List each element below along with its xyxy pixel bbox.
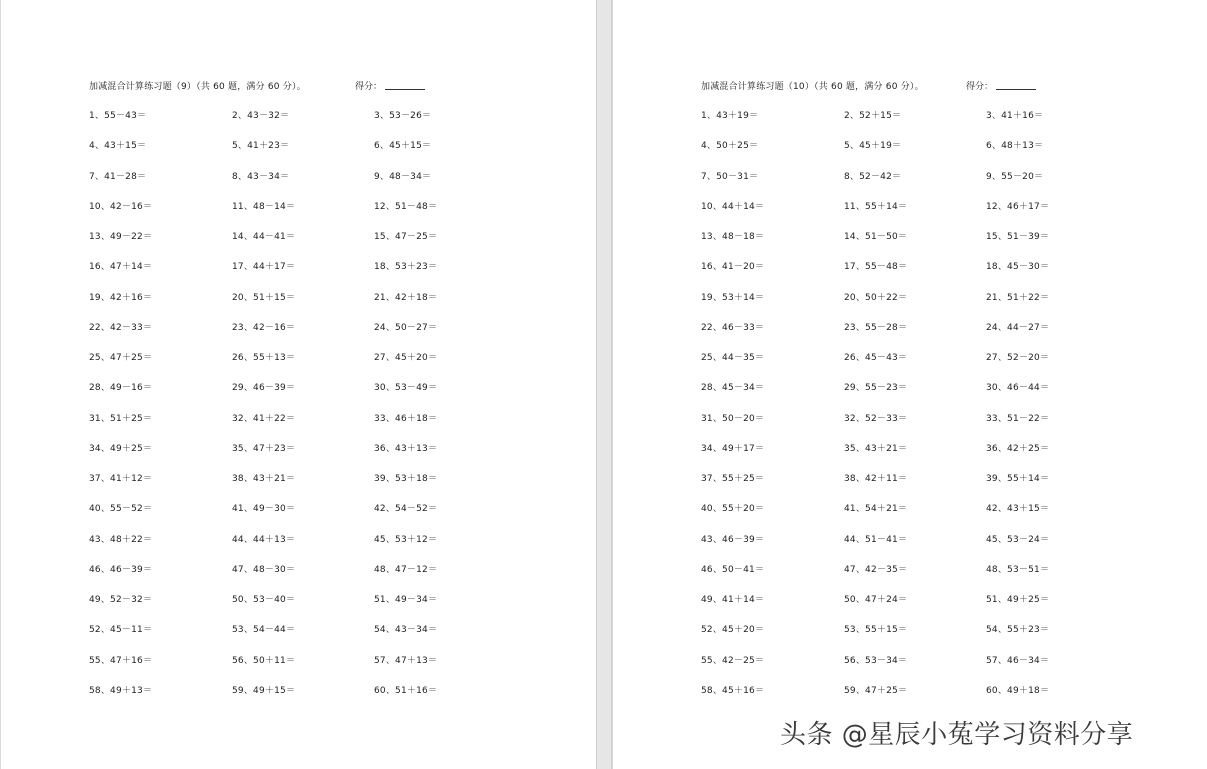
problem-item: 33、46＋18＝ <box>374 413 438 424</box>
problem-item: 19、53＋14＝ <box>701 292 765 303</box>
problem-item: 22、46－33＝ <box>701 322 765 333</box>
problem-item: 43、48＋22＝ <box>89 534 153 545</box>
problem-item: 29、46－39＝ <box>232 383 296 394</box>
problem-item: 45、53－24＝ <box>986 534 1050 545</box>
problem-item: 42、43＋15＝ <box>986 504 1050 515</box>
problem-item: 56、50＋11＝ <box>232 655 296 666</box>
problem-item: 19、42＋16＝ <box>89 292 153 303</box>
problem-item: 6、48＋13＝ <box>986 141 1044 152</box>
problem-item: 52、45＋20＝ <box>701 625 765 636</box>
problem-item: 48、53－51＝ <box>986 564 1050 575</box>
problem-item: 37、55＋25＝ <box>701 474 765 484</box>
problem-item: 2、43－32＝ <box>232 111 290 121</box>
score-field <box>355 79 425 92</box>
problem-item: 27、45＋20＝ <box>374 353 438 363</box>
worksheet-title: 加减混合计算练习题（10）（共 60 题，满分 60 分）。 <box>701 82 924 92</box>
problem-item: 24、50－27＝ <box>374 322 438 333</box>
problem-item: 39、53＋18＝ <box>374 474 438 484</box>
problem-item: 40、55－52＝ <box>89 504 153 515</box>
problem-item: 3、41＋16＝ <box>986 111 1044 121</box>
problem-item: 35、47＋23＝ <box>232 443 296 454</box>
problem-item: 49、41＋14＝ <box>701 595 765 605</box>
problem-item: 28、49－16＝ <box>89 383 153 394</box>
problem-item: 10、44＋14＝ <box>701 201 765 212</box>
problem-item: 41、49－30＝ <box>232 504 296 515</box>
problem-item: 18、45－30＝ <box>986 262 1050 273</box>
problem-item: 57、47＋13＝ <box>374 655 438 666</box>
problem-item: 52、45－11＝ <box>89 625 153 636</box>
problem-item: 17、44＋17＝ <box>232 262 296 273</box>
problem-item: 51、49＋25＝ <box>986 595 1050 605</box>
problem-item: 7、50－31＝ <box>701 171 759 182</box>
problem-item: 37、41＋12＝ <box>89 474 153 484</box>
problem-item: 60、49＋18＝ <box>986 685 1050 696</box>
problem-item: 34、49＋17＝ <box>701 443 765 454</box>
problem-item: 28、45－34＝ <box>701 383 765 394</box>
problem-item: 20、50＋22＝ <box>844 292 908 303</box>
problem-item: 10、42－16＝ <box>89 201 153 212</box>
problem-item: 25、47＋25＝ <box>89 353 153 363</box>
problem-item: 40、55＋20＝ <box>701 504 765 515</box>
problem-item: 2、52＋15＝ <box>844 111 902 121</box>
problem-item: 43、46－39＝ <box>701 534 765 545</box>
problem-item: 32、41＋22＝ <box>232 413 296 424</box>
problem-item: 12、46＋17＝ <box>986 201 1050 212</box>
problem-item: 53、55＋15＝ <box>844 625 908 636</box>
problem-item: 46、50－41＝ <box>701 564 765 575</box>
problem-item: 44、44＋13＝ <box>232 534 296 545</box>
problem-item: 25、44－35＝ <box>701 353 765 363</box>
problem-item: 50、47＋24＝ <box>844 595 908 605</box>
problem-item: 60、51＋16＝ <box>374 685 438 696</box>
problem-item: 35、43＋21＝ <box>844 443 908 454</box>
problem-item: 50、53－40＝ <box>232 595 296 605</box>
problem-item: 54、55＋23＝ <box>986 625 1050 636</box>
problem-list <box>701 108 1121 708</box>
score-label: 得分： <box>355 82 383 92</box>
problem-item: 42、54－52＝ <box>374 504 438 515</box>
problem-item: 32、52－33＝ <box>844 413 908 424</box>
problem-item: 8、43－34＝ <box>232 171 290 182</box>
problem-item: 27、52－20＝ <box>986 353 1050 363</box>
problem-item: 59、47＋25＝ <box>844 685 908 696</box>
problem-item: 21、51＋22＝ <box>986 292 1050 303</box>
worksheet-page-10 <box>612 0 1207 769</box>
problem-item: 16、47＋14＝ <box>89 262 153 273</box>
problem-item: 1、55－43＝ <box>89 111 147 121</box>
problem-item: 34、49＋25＝ <box>89 443 153 454</box>
problem-item: 36、42＋25＝ <box>986 443 1050 454</box>
problem-item: 29、55－23＝ <box>844 383 908 394</box>
problem-item: 58、49＋13＝ <box>89 685 153 696</box>
problem-item: 11、55＋14＝ <box>844 201 908 212</box>
problem-item: 13、48－18＝ <box>701 232 765 242</box>
problem-item: 51、49－34＝ <box>374 595 438 605</box>
score-blank <box>996 80 1036 90</box>
problem-item: 36、43＋13＝ <box>374 443 438 454</box>
problem-item: 38、42＋11＝ <box>844 474 908 484</box>
problem-list <box>89 108 509 708</box>
problem-item: 55、42－25＝ <box>701 655 765 666</box>
problem-item: 30、46－44＝ <box>986 383 1050 394</box>
problem-item: 16、41－20＝ <box>701 262 765 273</box>
problem-item: 26、55＋13＝ <box>232 353 296 363</box>
problem-item: 30、53－49＝ <box>374 383 438 394</box>
worksheet-title: 加减混合计算练习题（9）（共 60 题，满分 60 分）。 <box>89 82 306 92</box>
problem-item: 18、53＋23＝ <box>374 262 438 273</box>
problem-item: 14、44－41＝ <box>232 232 296 242</box>
score-label: 得分： <box>966 82 994 92</box>
problem-item: 9、48－34＝ <box>374 171 432 182</box>
problem-item: 39、55＋14＝ <box>986 474 1050 484</box>
problem-item: 8、52－42＝ <box>844 171 902 182</box>
problem-item: 54、43－34＝ <box>374 625 438 636</box>
problem-item: 23、55－28＝ <box>844 322 908 333</box>
score-field <box>966 79 1036 92</box>
problem-item: 7、41－28＝ <box>89 171 147 182</box>
worksheet-page-9 <box>0 0 596 769</box>
problem-item: 24、44－27＝ <box>986 322 1050 333</box>
problem-item: 17、55－48＝ <box>844 262 908 273</box>
problem-item: 15、51－39＝ <box>986 232 1050 242</box>
problem-item: 13、49－22＝ <box>89 232 153 242</box>
problem-item: 58、45＋16＝ <box>701 685 765 696</box>
problem-item: 26、45－43＝ <box>844 353 908 363</box>
problem-item: 56、53－34＝ <box>844 655 908 666</box>
problem-item: 59、49＋15＝ <box>232 685 296 696</box>
problem-item: 48、47－12＝ <box>374 564 438 575</box>
problem-item: 6、45＋15＝ <box>374 141 432 152</box>
problem-item: 4、50＋25＝ <box>701 141 759 152</box>
problem-item: 31、50－20＝ <box>701 413 765 424</box>
problem-item: 4、43＋15＝ <box>89 141 147 152</box>
watermark-text: 头条 @星辰小菟学习资料分享 <box>780 720 1134 750</box>
problem-item: 57、46－34＝ <box>986 655 1050 666</box>
problem-item: 47、48－30＝ <box>232 564 296 575</box>
problem-item: 41、54＋21＝ <box>844 504 908 515</box>
problem-item: 38、43＋21＝ <box>232 474 296 484</box>
problem-item: 20、51＋15＝ <box>232 292 296 303</box>
problem-item: 11、48－14＝ <box>232 201 296 212</box>
problem-item: 33、51－22＝ <box>986 413 1050 424</box>
problem-item: 49、52－32＝ <box>89 595 153 605</box>
problem-item: 5、45＋19＝ <box>844 141 902 152</box>
problem-item: 12、51－48＝ <box>374 201 438 212</box>
problem-item: 1、43＋19＝ <box>701 111 759 121</box>
problem-item: 15、47－25＝ <box>374 232 438 242</box>
score-blank <box>385 80 425 90</box>
problem-item: 22、42－33＝ <box>89 322 153 333</box>
problem-item: 21、42＋18＝ <box>374 292 438 303</box>
problem-item: 14、51－50＝ <box>844 232 908 242</box>
page-gap <box>596 0 612 769</box>
problem-item: 47、42－35＝ <box>844 564 908 575</box>
problem-item: 9、55－20＝ <box>986 171 1044 182</box>
problem-item: 46、46－39＝ <box>89 564 153 575</box>
problem-item: 23、42－16＝ <box>232 322 296 333</box>
problem-item: 5、41＋23＝ <box>232 141 290 152</box>
problem-item: 44、51－41＝ <box>844 534 908 545</box>
problem-item: 31、51＋25＝ <box>89 413 153 424</box>
problem-item: 3、53－26＝ <box>374 111 432 121</box>
problem-item: 55、47＋16＝ <box>89 655 153 666</box>
problem-item: 53、54－44＝ <box>232 625 296 636</box>
problem-item: 45、53＋12＝ <box>374 534 438 545</box>
